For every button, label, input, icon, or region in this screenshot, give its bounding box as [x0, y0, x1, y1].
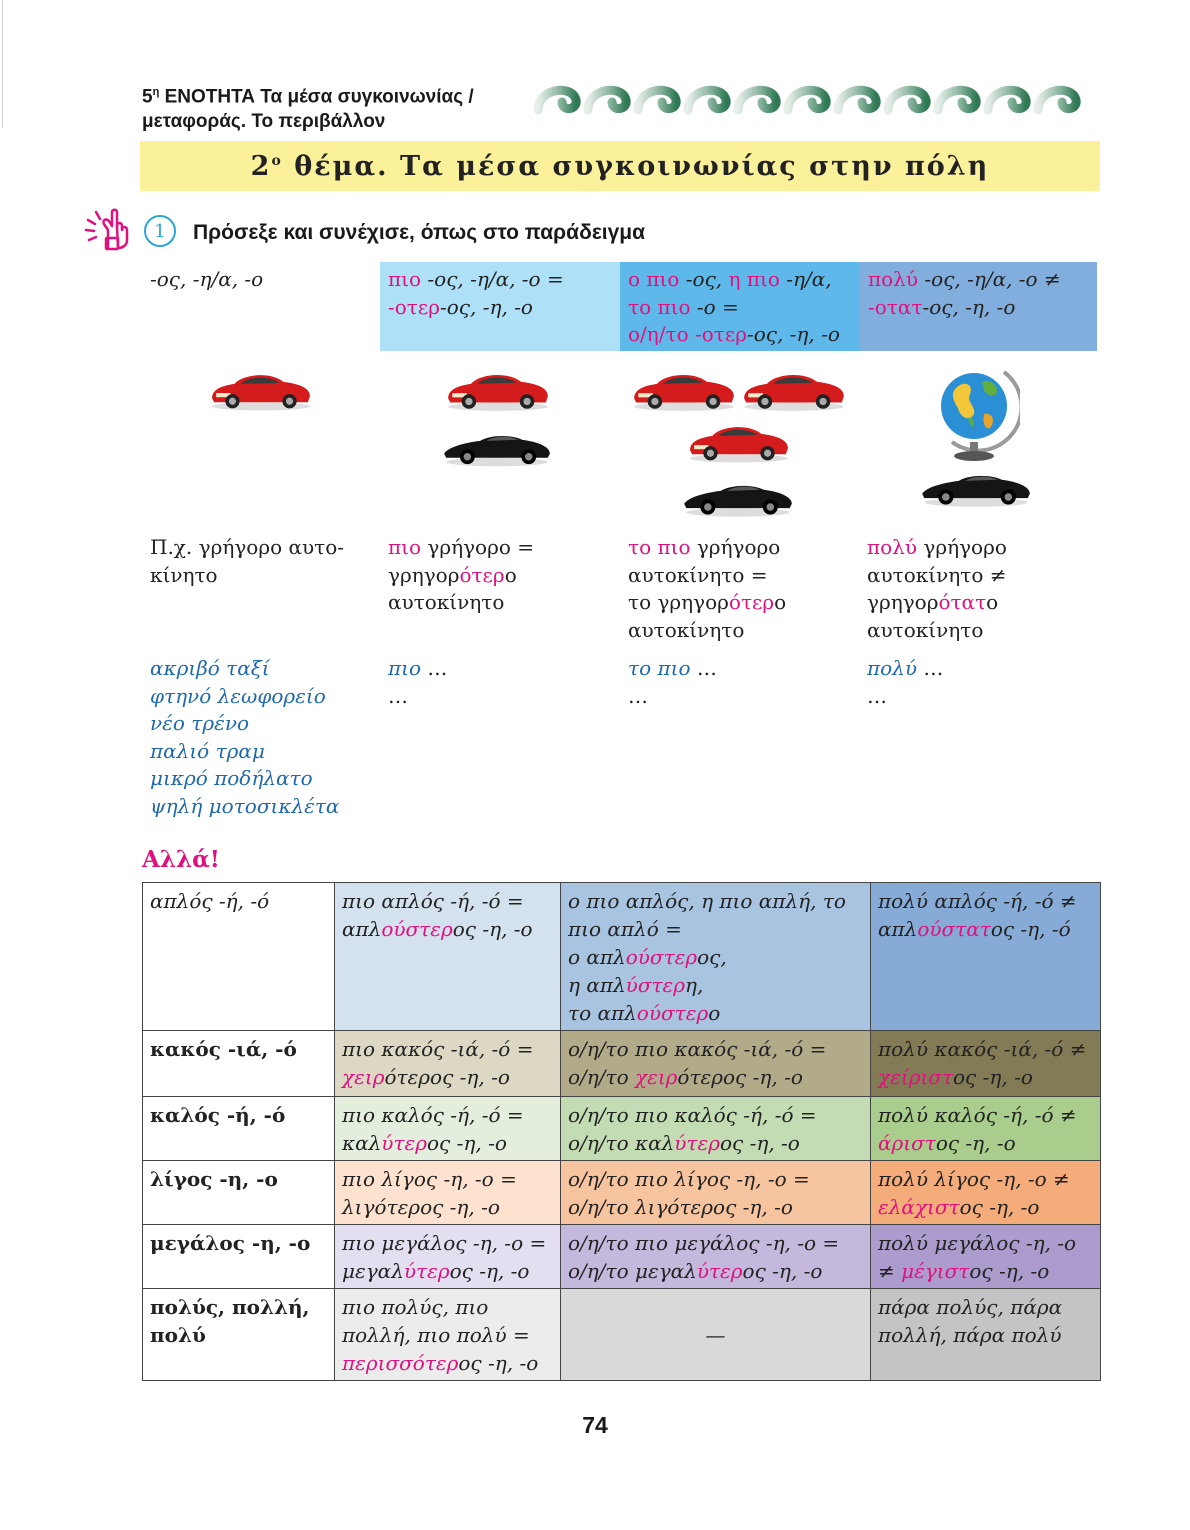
unit-title: $5^\eta$ ΕΝΟΤΗΤΑ Τα μέσα συγκοινωνίας / μεταφοράς. Το περιβάλλον — [142, 86, 474, 133]
list-item: ακριβό ταξί — [150, 656, 270, 680]
table-cell: μεγάλος -η, -ο — [143, 1225, 335, 1289]
black-car-icon — [682, 468, 794, 518]
table-cell: — — [561, 1289, 871, 1381]
table-cell: πιο πολύς, πιο πολλή, πιο πολύ = περισσότερος -η, -ο — [335, 1289, 561, 1381]
exercise-number-badge: 1 — [144, 215, 176, 247]
table-cell: πολύ λίγος -η, -ο ≠ ελάχιστος -η, -ο — [871, 1161, 1101, 1225]
pattern-positive: -ος, -η/α, -ο — [150, 267, 264, 291]
page-edge-line — [2, 0, 3, 128]
table-cell: καλός -ή, -ό — [143, 1097, 335, 1161]
red-car-icon — [208, 362, 314, 414]
black-car-icon — [920, 458, 1032, 508]
list-item: παλιό τραμ — [150, 738, 265, 763]
table-cell: πολύ μεγάλος -η, -ο ≠ μέγιστος -η, -ο — [871, 1225, 1101, 1289]
table-cell: πιο απλός -ή, -ό = απλούστερος -η, -ο — [335, 883, 561, 1031]
table-cell: ο/η/το πιο κακός -ιά, -ό = ο/η/το χειρότερος -η, -ο — [561, 1031, 871, 1097]
table-row — [143, 1031, 1101, 1097]
example-absolute-superlative: πολύ γρήγορο αυτοκίνητο ≠ γρηγορότατο αυτοκίνητο — [867, 535, 1007, 642]
irregular-adjectives-table — [142, 882, 1101, 1381]
table-cell: πολύ κακός -ιά, -ό ≠ χείριστος -η, -ο — [871, 1031, 1101, 1097]
table-cell: πάρα πολύς, πάρα πολλή, πάρα πολύ — [871, 1289, 1101, 1381]
table-row — [143, 1289, 1101, 1381]
table-cell: απλός -ή, -ό — [143, 883, 335, 1031]
pattern-absolute-superlative: πολύ -ος, -η/α, -ο ≠ -οτατ-ος, -η, -ο — [860, 262, 1097, 351]
pattern-relative-superlative: ο πιο -ος, η πιο -η/α, το πιο -ο = ο/η/το -οτερ-ος, -η, -ο — [620, 262, 860, 351]
table-cell: πολύ απλός -ή, -ό ≠ απλούστατος -η, -ό — [871, 883, 1101, 1031]
red-car-icon — [686, 414, 792, 466]
list-item: μικρό ποδήλατο — [150, 766, 313, 790]
table-row — [143, 883, 1101, 1031]
list-item: νέο τρένο — [150, 711, 250, 735]
practice-relative-superlative: το πιο … … — [628, 656, 717, 708]
table-cell: πιο καλός -ή, -ό = καλύτερος -η, -ο — [335, 1097, 561, 1161]
table-cell: πιο λίγος -η, -ο = λιγότερος -η, -ο — [335, 1161, 561, 1225]
table-cell: ο/η/το πιο μεγάλος -η, -ο = ο/η/το μεγαλύτερος -η, -ο — [561, 1225, 871, 1289]
pointing-hand-icon — [84, 208, 130, 252]
practice-word-list — [150, 655, 378, 820]
topic-banner — [140, 141, 1100, 191]
table-cell: πιο κακός -ιά, -ό = χειρότερος -η, -ο — [335, 1031, 561, 1097]
red-car-icon — [444, 362, 552, 414]
red-car-icon — [630, 362, 738, 414]
wave-ornament — [532, 78, 1100, 118]
example-relative-superlative: το πιο γρήγορο αυτοκίνητο = το γρηγορότερο αυτοκίνητο — [628, 535, 787, 642]
table-cell: ο/η/το πιο λίγος -η, -ο = ο/η/το λιγότερος -η, -ο — [561, 1161, 871, 1225]
table-cell: λίγος -η, -ο — [143, 1161, 335, 1225]
table-cell: πολύ καλός -ή, -ό ≠ άριστος -η, -ο — [871, 1097, 1101, 1161]
example-comparative: πιο γρήγορο = γρηγορότερο αυτοκίνητο — [388, 535, 534, 614]
red-car-icon — [740, 362, 848, 414]
practice-comparative: πιο … … — [388, 656, 448, 708]
alla-heading: Αλλά! — [142, 846, 220, 873]
table-row — [143, 1097, 1101, 1161]
table-row — [143, 1225, 1101, 1289]
pattern-comparative: πιο -ος, -η/α, -ο = -οτερ-ος, -η, -ο — [380, 262, 620, 351]
page-number: 74 — [582, 1412, 608, 1438]
practice-absolute-superlative: πολύ … … — [867, 656, 944, 708]
exercise-instruction: Πρόσεξε και συνέχισε, όπως στο παράδειγμα — [193, 221, 646, 244]
list-item: φτηνό λεωφορείο — [150, 683, 326, 708]
black-car-icon — [442, 418, 552, 468]
topic-title: $2^o$ θέμα. Τα μέσα συγκοινωνίας στην πόλη — [250, 150, 990, 182]
list-item: ψηλή μοτοσικλέτα — [150, 793, 340, 818]
table-cell: ο/η/το πιο καλός -ή, -ό = ο/η/το καλύτερος -η, -ο — [561, 1097, 871, 1161]
table-cell: πολύς, πολλή, πολύ — [143, 1289, 335, 1381]
table-cell: πιο μεγάλος -η, -ο = μεγαλύτερος -η, -ο — [335, 1225, 561, 1289]
table-cell: ο πιο απλός, η πιο απλή, το πιο απλό = ο απλούστερος, η απλύστερη, το απλούστερο — [561, 883, 871, 1031]
table-cell: κακός -ιά, -ό — [143, 1031, 335, 1097]
table-row — [143, 1161, 1101, 1225]
globe-icon — [930, 358, 1020, 464]
example-positive: Π.χ. γρήγορο αυτο-κίνητο — [150, 535, 345, 587]
